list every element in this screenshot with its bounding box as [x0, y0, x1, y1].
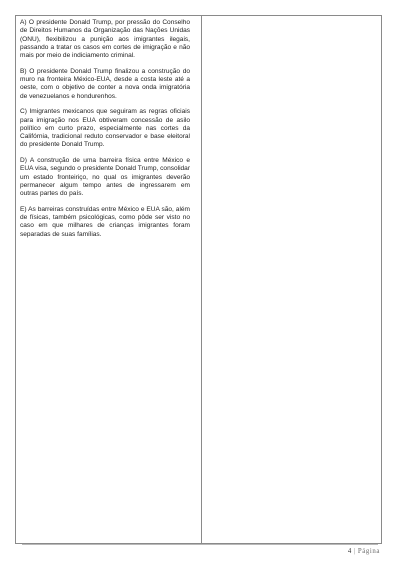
- option-e: E) As barreiras construídas entre México e EUA são, além de físicas, também psicológicas, como pôde ser visto no caso em que milhares de crianças imigrantes foram separadas de suas famílias.: [20, 205, 190, 238]
- page-label: Página: [357, 548, 380, 555]
- footer-rule: [22, 544, 378, 545]
- option-c: C) Imigrantes mexicanos que seguiram as regras oficiais para imigração nos EUA obtiveram concessão de asilo político em curto prazo, especialmente nas cortes da Califórnia, tradicional reduto conservador e base eleitoral do presidente Donald Trump.: [20, 108, 190, 149]
- footer-separator: |: [353, 548, 356, 555]
- option-d: D) A construção de uma barreira física entre México e EUA visa, segundo o presidente Donald Trump, consolidar um estado fronteiriço, no qual os imigrantes deverão permanecer algum tempo antes de ingressarem em outras partes do país.: [20, 157, 190, 197]
- column-divider: [201, 15, 202, 544]
- answer-options: [20, 19, 190, 246]
- page-number: 4: [347, 548, 352, 555]
- option-a: A) O presidente Donald Trump, por pressão do Conselho de Direitos Humanos da Organização das Nações Unidas (ONU), flexibilizou a punição aos imigrantes ilegais, passando a tratar os casos em cortes de imigração e não mais por meio de indiciamento criminal.: [20, 19, 190, 59]
- option-b: B) O presidente Donald Trump finalizou a construção do muro na fronteira México-EUA, desde a costa leste até a oeste, com o objetivo de conter a nova onda imigratória de venezuelanos e hondurenhos.: [20, 67, 190, 100]
- page-footer: [348, 548, 380, 555]
